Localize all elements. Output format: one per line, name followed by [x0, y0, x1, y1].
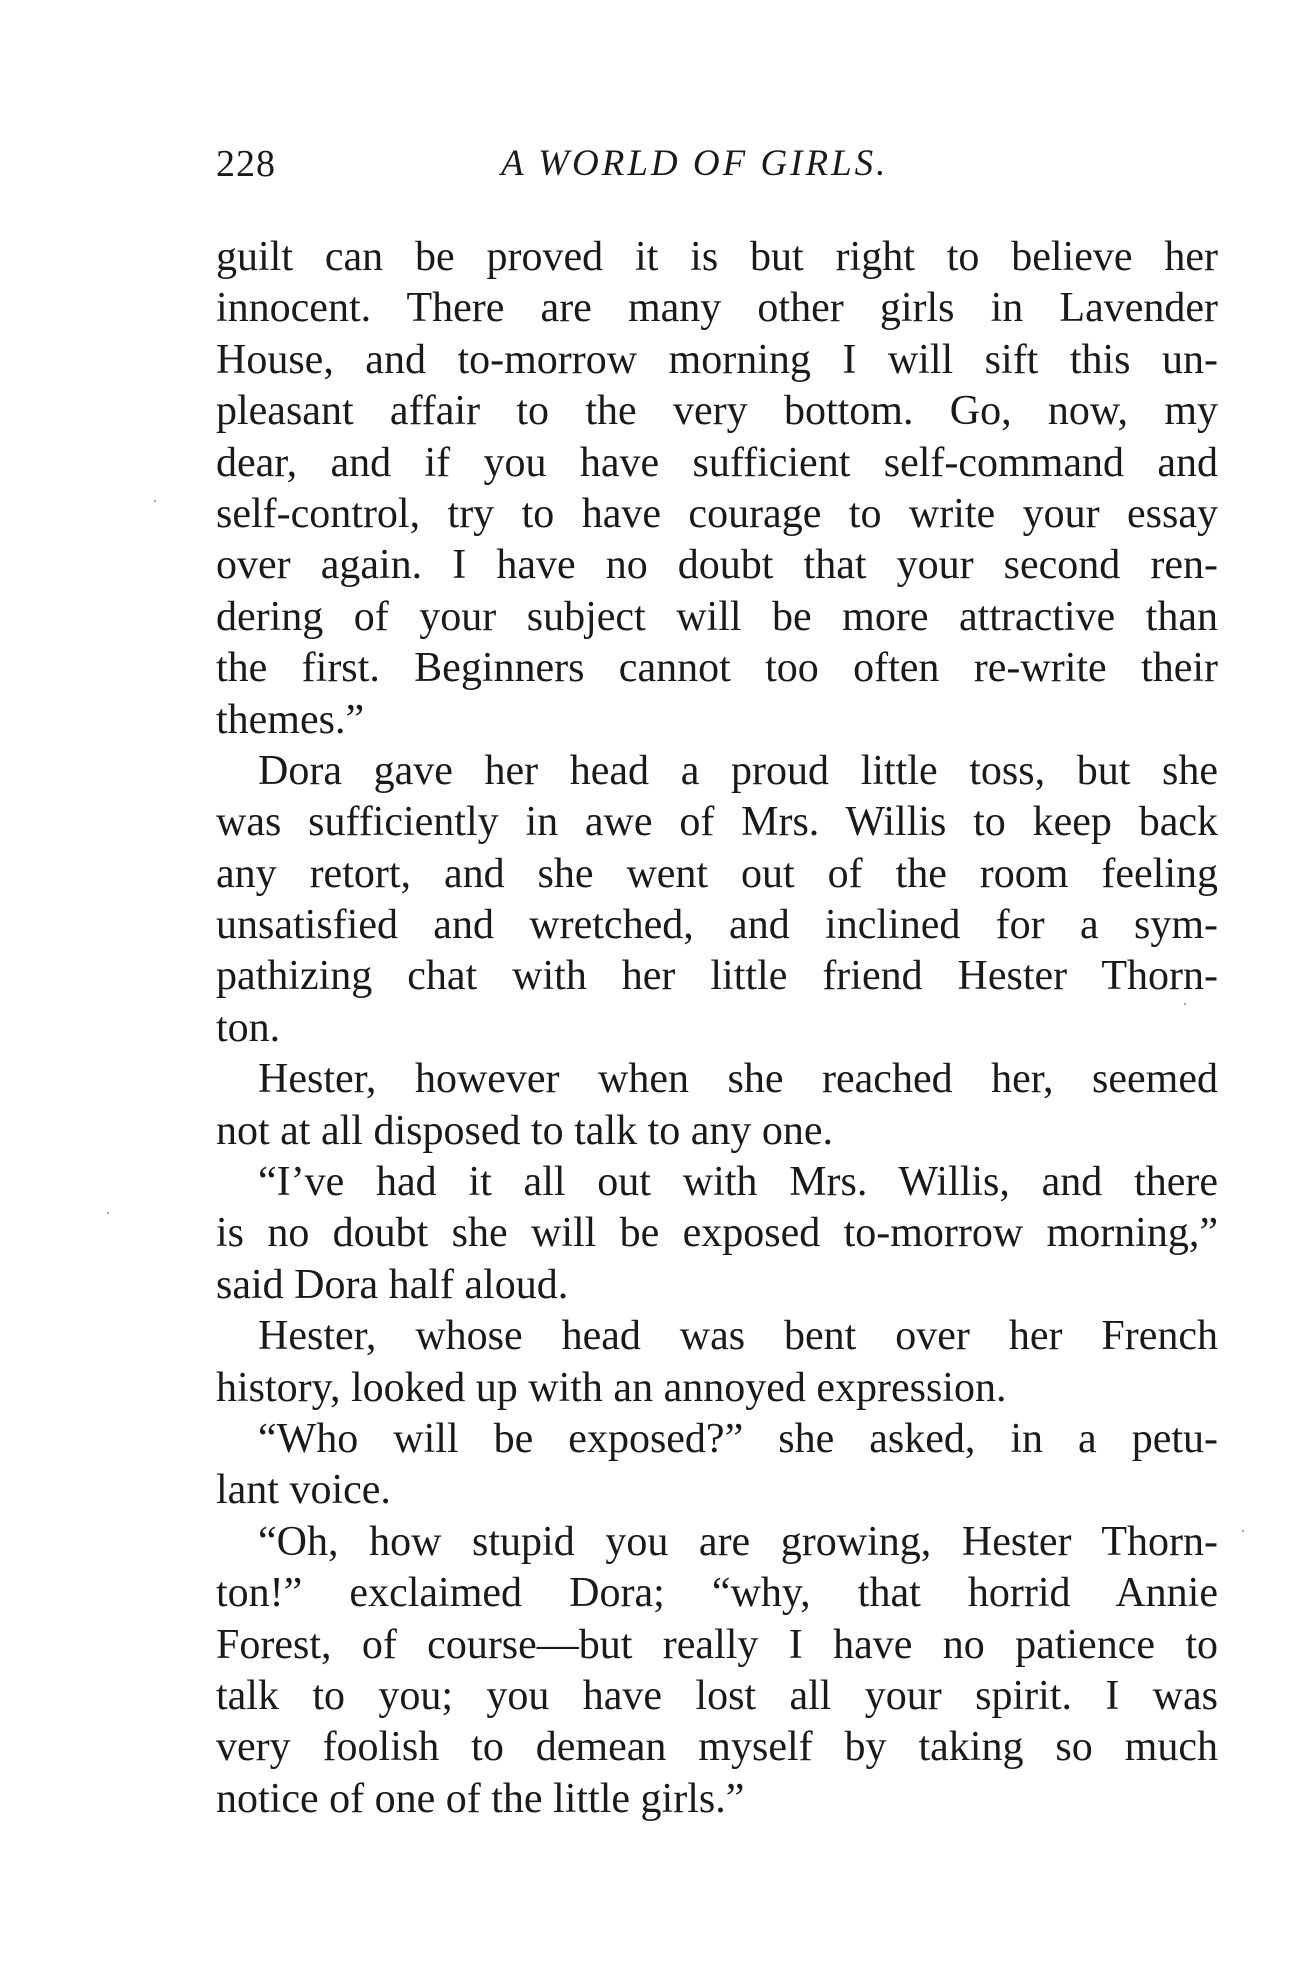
- text-line: House, and to-morrow morning I will sift this un-: [216, 336, 1218, 383]
- text-line: very foolish to demean myself by taking so much: [216, 1724, 1218, 1771]
- text-line: any retort, and she went out of the room feeling: [216, 850, 1218, 897]
- text-line: “Oh, how stupid you are growing, Hester Thorn-: [258, 1518, 1218, 1565]
- text-line: notice of one of the little girls.”: [216, 1775, 745, 1822]
- text-line: over again. I have no doubt that your second ren-: [216, 542, 1218, 589]
- paper-speck: [1242, 1530, 1244, 1532]
- text-line: dering of your subject will be more attractive than: [216, 593, 1218, 640]
- text-line: self-control, try to have courage to write your essay: [216, 490, 1218, 537]
- text-line: guilt can be proved it is but right to believe her: [216, 234, 1218, 280]
- text-line: lant voice.: [216, 1467, 391, 1514]
- text-line: is no doubt she will be exposed to-morrow morning,”: [216, 1210, 1218, 1257]
- text-line: ton!” exclaimed Dora; “why, that horrid Annie: [216, 1570, 1218, 1617]
- text-line: Hester, however when she reached her, seemed: [258, 1056, 1218, 1103]
- text-line: themes.”: [216, 696, 365, 743]
- text-line: dear, and if you have sufficient self-command and: [216, 439, 1218, 486]
- body-text: [216, 232, 1218, 1825]
- text-line: said Dora half aloud.: [216, 1261, 569, 1308]
- paper-speck: [1184, 1003, 1186, 1005]
- text-line: the first. Beginners cannot too often re-write their: [216, 645, 1218, 692]
- text-line: talk to you; you have lost all your spirit. I was: [216, 1672, 1218, 1719]
- text-line: “Who will be exposed?” she asked, in a petu-: [258, 1415, 1218, 1462]
- text-line: “I’ve had it all out with Mrs. Willis, and there: [258, 1159, 1218, 1206]
- text-line: not at all disposed to talk to any one.: [216, 1107, 834, 1154]
- text-line: Dora gave her head a proud little toss, but she: [258, 747, 1218, 794]
- text-line: ton.: [216, 1004, 281, 1051]
- page-number: 228: [216, 143, 276, 185]
- text-line: was sufficiently in awe of Mrs. Willis to keep back: [216, 799, 1218, 846]
- paper-speck: [107, 1212, 109, 1214]
- text-line: pleasant affair to the very bottom. Go, now, my: [216, 388, 1218, 435]
- text-line: pathizing chat with her little friend Hester Thorn-: [216, 953, 1218, 1000]
- text-line: Hester, whose head was bent over her French: [258, 1313, 1218, 1360]
- text-line: Forest, of course—but really I have no patience to: [216, 1621, 1218, 1668]
- running-title: A WORLD OF GIRLS.: [501, 143, 889, 184]
- text-line: history, looked up with an annoyed expression.: [216, 1364, 1007, 1411]
- text-line: unsatisfied and wretched, and inclined for a sym-: [216, 902, 1218, 949]
- page-header: [216, 142, 1216, 192]
- text-line: innocent. There are many other girls in Lavender: [216, 285, 1218, 332]
- paper-speck: [154, 500, 156, 502]
